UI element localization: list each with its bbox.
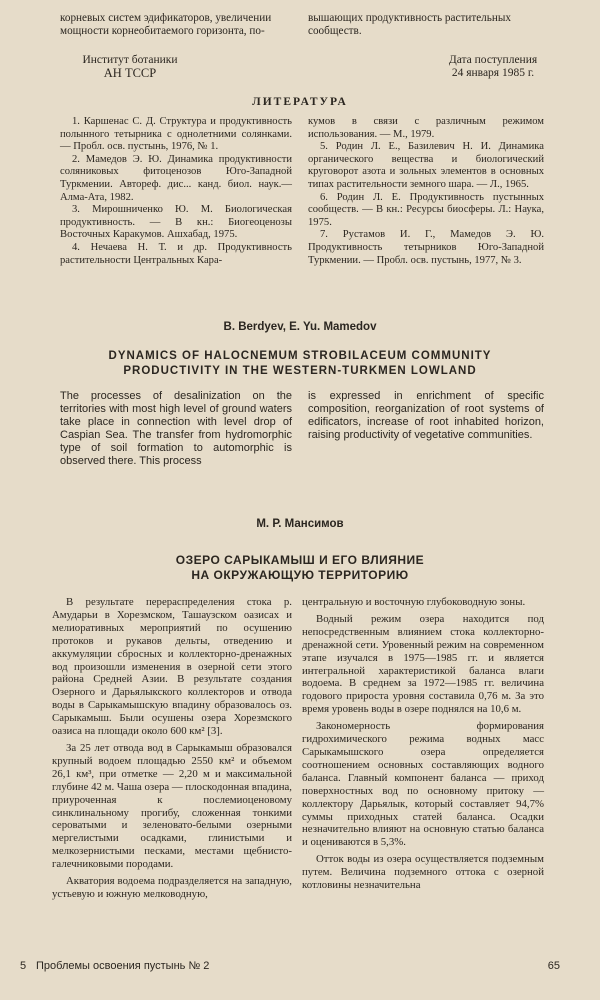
date-value: 24 января 1985 г.	[451, 67, 535, 80]
english-title-line: PRODUCTIVITY IN THE WESTERN-TURKMEN LOWLAND	[123, 365, 477, 377]
references-left-column	[60, 116, 292, 267]
page-number: 65	[547, 960, 560, 972]
english-title	[60, 349, 540, 379]
paragraph: Водный режим озера находится под непосредственным влиянием стока коллекторно-дренажной сети. Уровенный режим на современном этапе изучался в 1975—1985 гг. и является интегральной характеристикой баланса влаги водоема. В среднем за 1972—1985 гг. величина годового прироста уровня составила 0,76 м. За это время уровень воды в озере поднялся на 10,6 м.	[302, 612, 544, 716]
previous-article-ending-left	[60, 12, 292, 38]
submission-date	[428, 54, 558, 80]
references-right-column	[308, 116, 544, 267]
reference-item: кумов в связи с различным режимом использования. — М., 1979.	[308, 116, 544, 140]
paragraph: В результате перераспределения стока р. Амударьи в Хорезмском, Ташаузском оазисах и мелиоративных мероприятий по осушению протоков и рукавов дельты, отведению и аккумуляции сбросных и коллекторно-дренажных вод произошли изменения в озерной сети этого района Средней Азии. В результате создания Озерного и Дарьялыкского коллекторов и отвода воды в Сарыкамышскую впадину образовалось оз. Сарыкамыш. Были осушены озера Хорезмского оазиса на площади около 600 км² [3].	[52, 596, 292, 738]
text-line: сообществ.	[308, 25, 362, 38]
article-author: М. Р. Мансимов	[256, 518, 344, 530]
paragraph: Отток воды из озера осуществляется подземным путем. Величина подземного оттока с озерной котловины незначительна	[302, 853, 544, 892]
abstract-text: The processes of desalinization on the territories with most high level of ground waters take place in connection with level drop of Caspian Sea. The transfer from hydromorphic type of soil formation to automorphic is observed there. This process	[60, 390, 292, 467]
english-title-line: DYNAMICS OF HALOCNEMUM STROBILACEUM COMMUNITY	[108, 350, 492, 362]
institute-affiliation	[55, 54, 205, 80]
journal-name: Проблемы освоения пустынь № 2	[36, 960, 210, 972]
paragraph: За 25 лет отвода вод в Сарыкамыш образовался крупный водоем площадью 2550 км² и объемом 26,1 км³, при отметке — 2,20 м и максимальной глубине 42 м. Чаша озера — плоскодонная впадина, приуроченная к послемиоценовому синклинальному прогибу, сложенная тонкими сероватыми и зеленовато-белыми озерными мергелистыми осадками, глинистыми и мелкозернистыми песками, местами щебнисто-галечниковыми породами.	[52, 741, 292, 871]
text-line: мощности корнеобитаемого горизонта, по-	[60, 25, 265, 38]
article-title	[60, 553, 540, 583]
reference-item: 4. Нечаева Н. Т. и др. Продуктивность растительности Центральных Кара-	[60, 241, 292, 266]
previous-article-ending-right	[308, 12, 544, 38]
text-line: корневых систем эдификаторов, увеличении	[60, 12, 272, 24]
article-title-line: НА ОКРУЖАЮЩУЮ ТЕРРИТОРИЮ	[191, 568, 409, 582]
paragraph: Акватория водоема подразделяется на западную, устьевую и южную мелководную,	[52, 875, 292, 900]
reference-item: 7. Рустамов И. Г., Мамедов Э. Ю. Продуктивность тетырников Юго-Западной Туркмении. — Пробл. осв. пустынь, 1977, № 3.	[308, 229, 544, 266]
footer	[20, 960, 560, 976]
article-right-column	[302, 596, 544, 892]
reference-item: 3. Мирошниченко Ю. М. Биологическая продуктивность. — В кн.: Биогеоценозы Восточных Каракумов. Ашхабад, 1975.	[60, 204, 292, 241]
institute-name: Институт ботаники	[82, 54, 178, 66]
literature-heading: ЛИТЕРАТУРА	[252, 96, 348, 108]
academy-name: АН ТССР	[103, 67, 157, 81]
english-authors: B. Berdyev, E. Yu. Mamedov	[223, 321, 377, 333]
paragraph: Закономерность формирования гидрохимического режима водных масс Сарыкамышского озера определяется соотношением основных составляющих водного баланса. Главный компонент баланса — приход поверхностных вод по основному притоку — коллектору Дарьялык, который составляет 94,7% суммы приходных статей баланса. Осадки незначительно влияют на основную статью баланса и оцениваются в 5,3%.	[302, 720, 544, 849]
article-title-line: ОЗЕРО САРЫКАМЫШ И ЕГО ВЛИЯНИЕ	[175, 553, 425, 567]
signature-number: 5	[20, 960, 27, 972]
paragraph: центральную и восточную глубоководную зоны.	[302, 596, 526, 608]
article-left-column	[52, 596, 292, 901]
english-abstract-right	[308, 390, 544, 442]
reference-item: 5. Родин Л. Е., Базилевич Н. И. Динамика органического вещества и биологический круговорот азота и зольных элементов в основных типах растительности земного шара. — Л., 1965.	[308, 141, 544, 190]
english-abstract-left	[60, 390, 292, 468]
reference-item: 6. Родин Л. Е. Продуктивность пустынных сообществ. — В кн.: Ресурсы биосферы. Л.: Наука, 1975.	[308, 191, 544, 228]
text-line: вышающих продуктивность растительных	[308, 12, 511, 24]
reference-item: 1. Каршенас С. Д. Структура и продуктивность полынного тетырника с однолетними солянками. — Пробл. осв. пустынь, 1976, № 1.	[60, 116, 292, 153]
reference-item: 2. Мамедов Э. Ю. Динамика продуктивности соляниковых фитоценозов Юго-Западной Туркмении. Автореф. дис... канд. биол. наук.—Алма-Ата, 1982.	[60, 153, 292, 203]
abstract-text: is expressed in enrichment of specific composition, reorganization of root systems of edificators, increase of root inhabited horizon, raising productivity of vegetative communities.	[308, 390, 544, 441]
date-label: Дата поступления	[448, 54, 538, 66]
